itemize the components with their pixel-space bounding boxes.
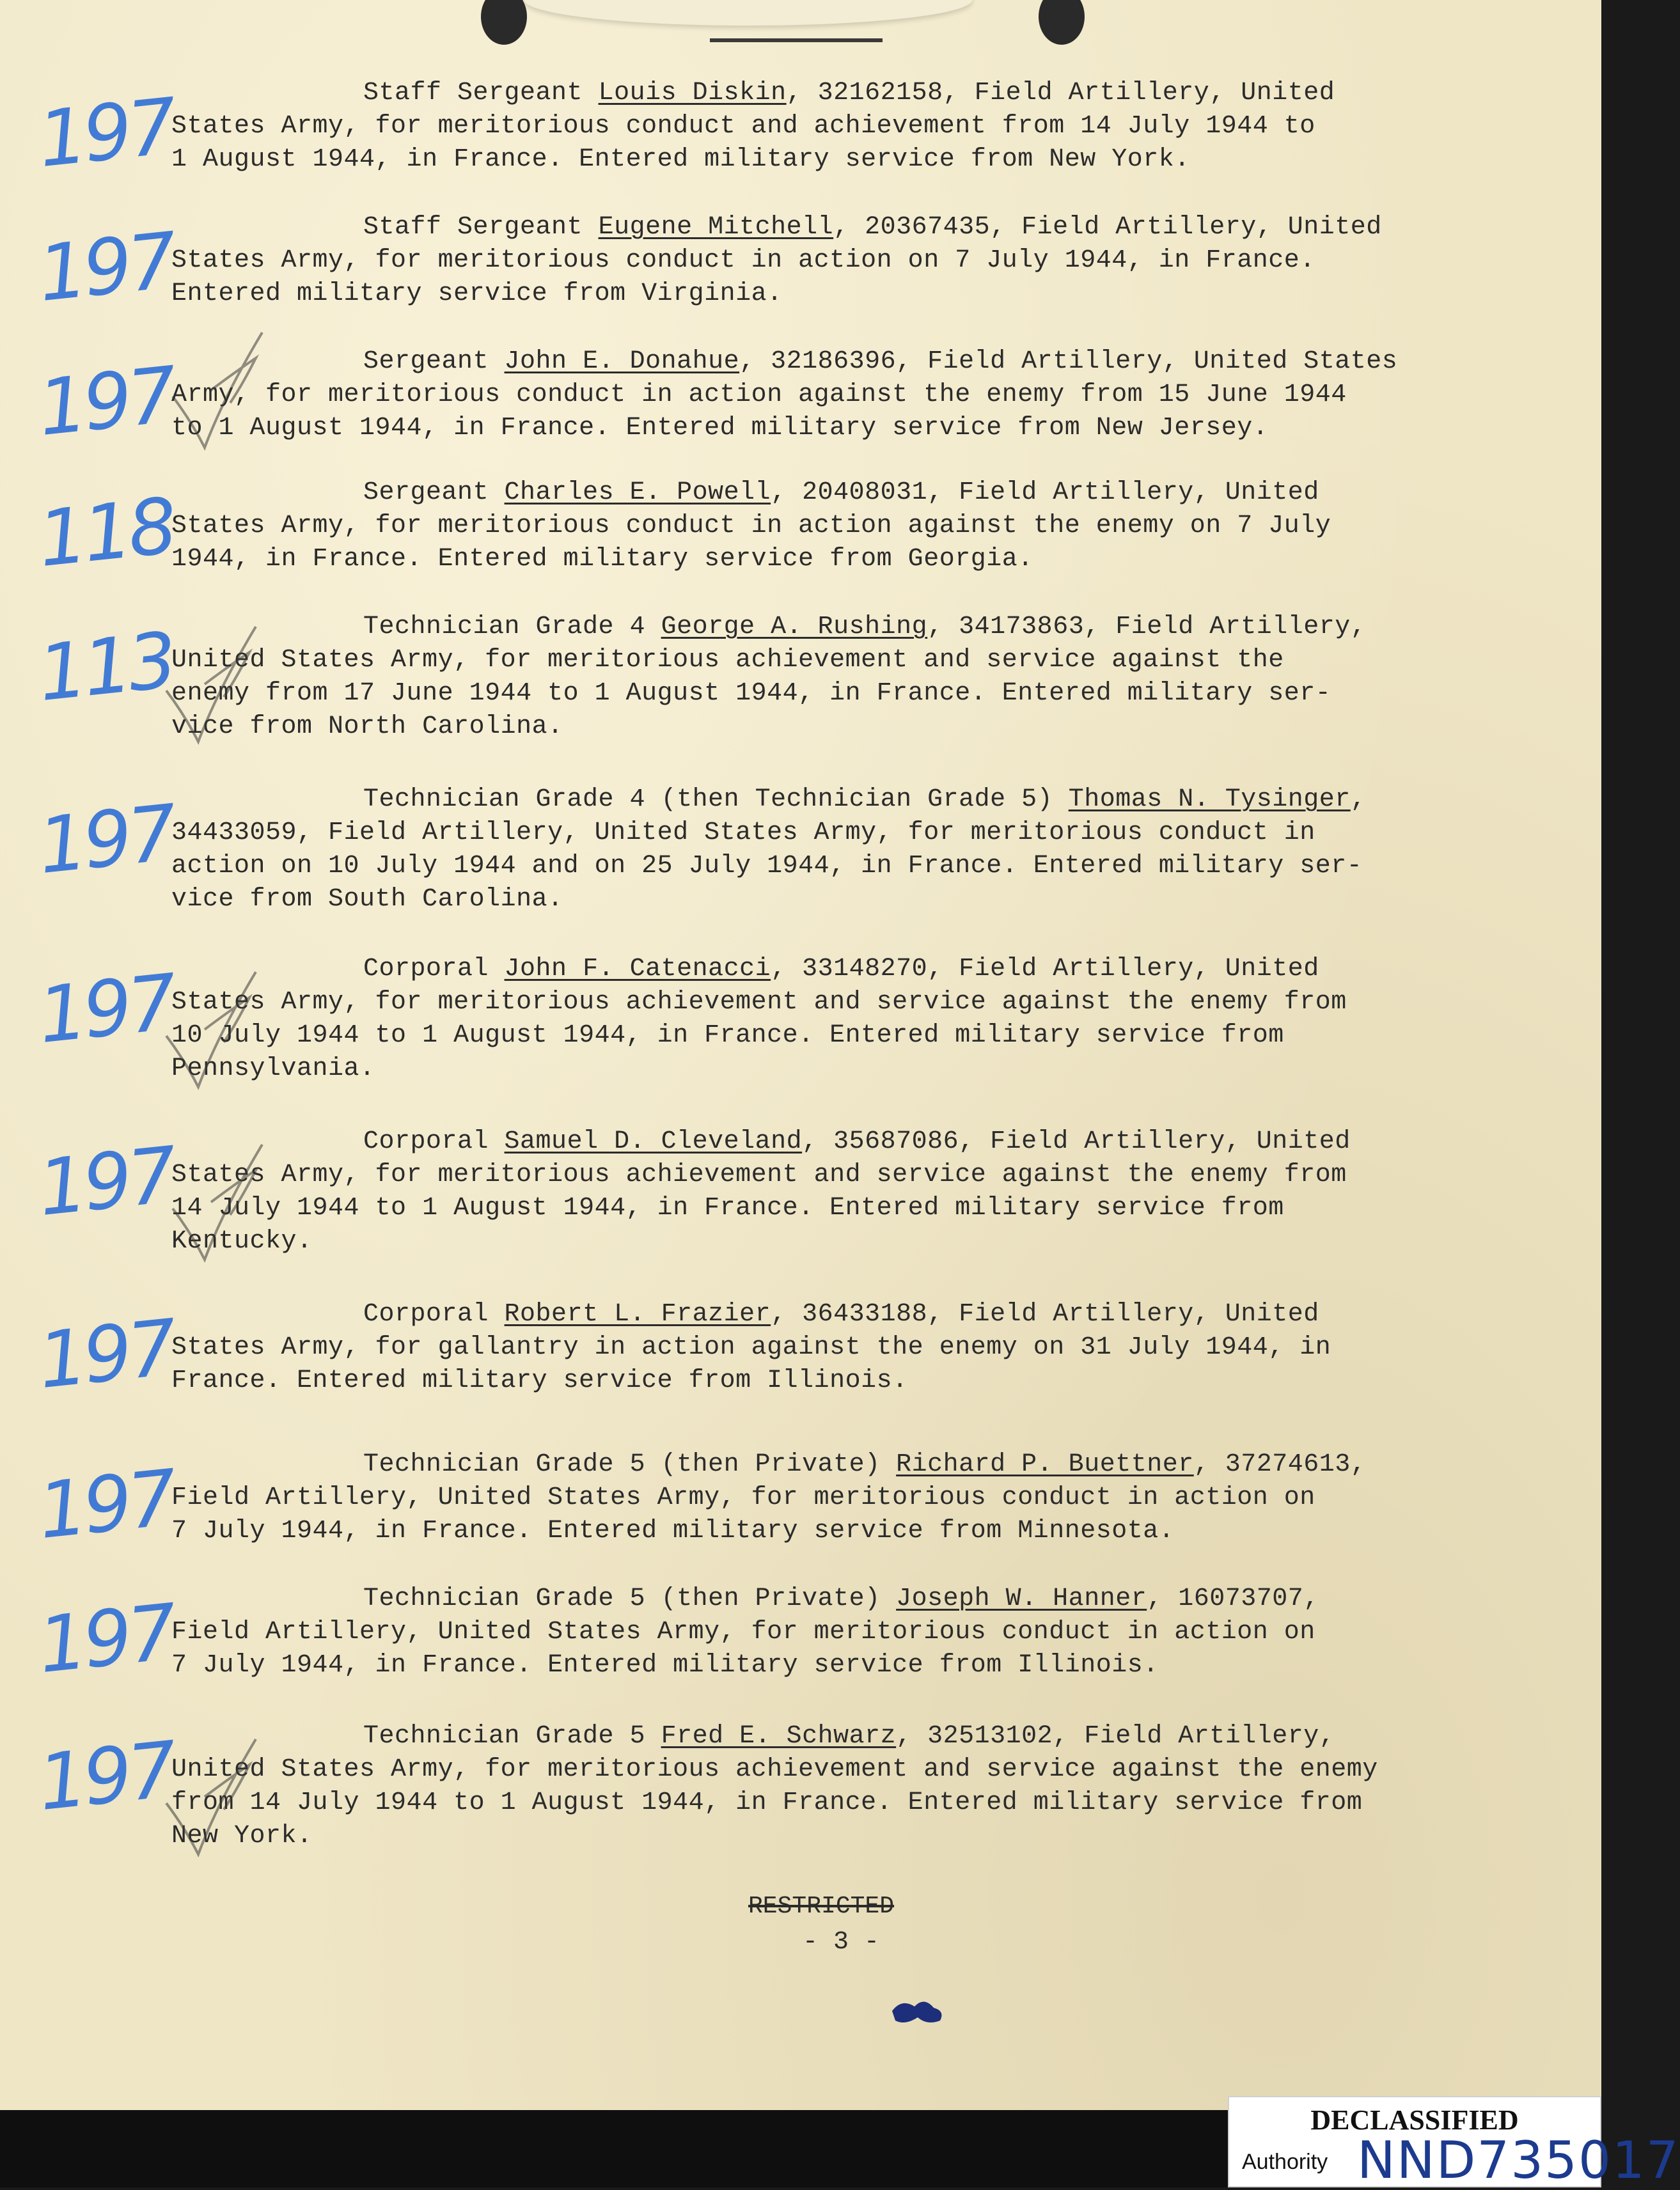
- entry-text-line: Kentucky.: [171, 1227, 313, 1256]
- entry-details: , 34173863, Field Artillery,: [927, 613, 1367, 641]
- entry-text-line: [171, 953, 1527, 986]
- entry-text-line: 1944, in France. Entered military service from Georgia.: [171, 545, 1033, 574]
- entry-text-line: States Army, for meritorious conduct and achievement from 14 July 1944 to: [171, 112, 1315, 141]
- entry-text-line: from 14 July 1944 to 1 August 1944, in France. Entered military service from: [171, 1788, 1363, 1817]
- entry-details: , 20408031, Field Artillery, United: [771, 478, 1319, 507]
- entry-text-line: 7 July 1944, in France. Entered military service from Minnesota.: [171, 1517, 1175, 1545]
- entry-text-line: States Army, for meritorious conduct in action on 7 July 1944, in France.: [171, 246, 1315, 275]
- entry-details: , 33148270, Field Artillery, United: [771, 955, 1319, 983]
- handwritten-margin-number: 197: [34, 82, 178, 185]
- award-entry: [171, 1448, 1527, 1548]
- handwritten-margin-number: 197: [34, 788, 178, 892]
- entry-text-line: France. Entered military service from Illinois.: [171, 1366, 908, 1395]
- entry-details: , 32162158, Field Artillery, United: [786, 79, 1335, 107]
- entry-details: , 16073707,: [1147, 1584, 1319, 1613]
- entry-text-line: [171, 345, 1527, 379]
- entry-rank: Corporal: [363, 1127, 505, 1156]
- entry-rank: Technician Grade 4 (then Technician Grade 5): [363, 785, 1069, 814]
- entry-details: , 20367435, Field Artillery, United: [833, 213, 1382, 242]
- soldier-name: Eugene Mitchell: [598, 213, 834, 242]
- handwritten-margin-number: 197: [34, 1303, 178, 1407]
- entry-text-line: Entered military service from Virginia.: [171, 279, 783, 308]
- handwritten-margin-number: 113: [34, 616, 178, 719]
- award-entry: [171, 345, 1527, 445]
- entry-text-line: States Army, for meritorious conduct in action against the enemy on 7 July: [171, 512, 1331, 540]
- soldier-name: John E. Donahue: [504, 347, 740, 376]
- award-entry: [171, 1125, 1527, 1258]
- entry-text-line: [171, 1720, 1527, 1753]
- entry-text-line: [171, 77, 1527, 110]
- entry-text-line: Pennsylvania.: [171, 1054, 375, 1083]
- handwritten-margin-number: 197: [34, 216, 178, 320]
- entry-rank: Corporal: [363, 955, 505, 983]
- entry-rank: Technician Grade 5 (then Private): [363, 1584, 897, 1613]
- punch-hole-left: [481, 0, 527, 45]
- handwritten-margin-number: 197: [34, 1130, 178, 1234]
- entry-rank: Sergeant: [363, 347, 505, 376]
- soldier-name: Louis Diskin: [598, 79, 787, 107]
- entry-rank: Corporal: [363, 1300, 505, 1329]
- entry-text-line: United States Army, for meritorious achievement and service against the: [171, 646, 1284, 675]
- entry-details: , 36433188, Field Artillery, United: [771, 1300, 1319, 1329]
- soldier-name: Richard P. Buettner: [896, 1450, 1194, 1479]
- soldier-name: Fred E. Schwarz: [661, 1722, 897, 1751]
- entry-text-line: [171, 1583, 1527, 1616]
- entry-text-line: Field Artillery, United States Army, for meritorious conduct in action on: [171, 1483, 1315, 1512]
- entry-rank: Staff Sergeant: [363, 79, 599, 107]
- entry-details: , 35687086, Field Artillery, United: [802, 1127, 1351, 1156]
- award-entry: [171, 77, 1527, 176]
- footer-classification: RESTRICTED: [748, 1893, 895, 1920]
- entry-details: , 37274613,: [1193, 1450, 1367, 1479]
- entry-text-line: United States Army, for meritorious achievement and service against the enemy: [171, 1755, 1378, 1784]
- award-entry: [171, 1720, 1527, 1853]
- entry-text-line: vice from North Carolina.: [171, 712, 563, 741]
- handwritten-margin-number: 197: [34, 958, 178, 1061]
- entry-text-line: States Army, for gallantry in action against the enemy on 31 July 1944, in: [171, 1333, 1331, 1362]
- soldier-name: Joseph W. Hanner: [896, 1584, 1147, 1613]
- entry-text-line: 1 August 1944, in France. Entered military service from New York.: [171, 145, 1190, 174]
- soldier-name: Thomas N. Tysinger: [1068, 785, 1351, 814]
- entry-details: , 32513102, Field Artillery,: [896, 1722, 1335, 1751]
- entry-text-line: 10 July 1944 to 1 August 1944, in France. Entered military service from: [171, 1021, 1284, 1050]
- handwritten-margin-number: 197: [34, 1453, 178, 1557]
- soldier-name: Charles E. Powell: [504, 478, 771, 507]
- soldier-name: George A. Rushing: [661, 613, 928, 641]
- award-entry: [171, 1583, 1527, 1682]
- handwritten-margin-number: 197: [34, 350, 178, 454]
- entry-text-line: New York.: [171, 1822, 313, 1850]
- soldier-name: John F. Catenacci: [504, 955, 771, 983]
- soldier-name: Robert L. Frazier: [504, 1300, 771, 1329]
- handwritten-margin-number: 197: [34, 1725, 178, 1829]
- entry-text-line: [171, 611, 1527, 644]
- authority-label: Authority: [1242, 2150, 1328, 2174]
- entry-rank: Staff Sergeant: [363, 213, 599, 242]
- entry-text-line: Army, for meritorious conduct in action against the enemy from 15 June 1944: [171, 380, 1347, 409]
- entry-text-line: [171, 211, 1527, 244]
- award-entry: [171, 953, 1527, 1086]
- award-entry: [171, 1298, 1527, 1398]
- entry-text-line: vice from South Carolina.: [171, 885, 563, 914]
- ink-mark: [889, 1995, 946, 2027]
- entry-details: ,: [1350, 785, 1367, 814]
- entry-text-line: States Army, for meritorious achievement and service against the enemy from: [171, 1161, 1347, 1189]
- entry-text-line: Field Artillery, United States Army, for meritorious conduct in action on: [171, 1618, 1315, 1646]
- entry-rank: Technician Grade 5: [363, 1722, 661, 1751]
- entry-details: , 32186396, Field Artillery, United States: [739, 347, 1398, 376]
- punch-hole-right: [1039, 0, 1085, 45]
- entry-text-line: [171, 476, 1527, 510]
- entry-text-line: to 1 August 1944, in France. Entered military service from New Jersey.: [171, 414, 1269, 442]
- page-number: - 3 -: [803, 1928, 880, 1957]
- handwritten-margin-number: 197: [34, 1588, 178, 1691]
- award-entry: [171, 611, 1527, 744]
- entry-rank: Technician Grade 5 (then Private): [363, 1450, 897, 1479]
- entry-text-line: States Army, for meritorious achievement and service against the enemy from: [171, 988, 1347, 1017]
- entry-text-line: [171, 783, 1527, 817]
- award-entry: [171, 211, 1527, 311]
- entry-text-line: 14 July 1944 to 1 August 1944, in France. Entered military service from: [171, 1194, 1284, 1223]
- declassified-title: DECLASSIFIED: [1310, 2104, 1519, 2136]
- award-entry: [171, 783, 1527, 916]
- entry-text-line: action on 10 July 1944 and on 25 July 1944, in France. Entered military ser-: [171, 852, 1363, 880]
- award-entry: [171, 476, 1527, 576]
- soldier-name: Samuel D. Cleveland: [504, 1127, 803, 1156]
- entry-text-line: 7 July 1944, in France. Entered military service from Illinois.: [171, 1651, 1159, 1680]
- entry-rank: Sergeant: [363, 478, 505, 507]
- entry-text-line: [171, 1125, 1527, 1159]
- entry-text-line: 34433059, Field Artillery, United States Army, for meritorious conduct in: [171, 818, 1315, 847]
- entry-rank: Technician Grade 4: [363, 613, 661, 641]
- entry-text-line: [171, 1448, 1527, 1482]
- top-classification-marking: [710, 19, 883, 42]
- authority-code: NND735017: [1357, 2131, 1680, 2190]
- handwritten-margin-number: 118: [34, 481, 178, 585]
- entry-text-line: enemy from 17 June 1944 to 1 August 1944, in France. Entered military ser-: [171, 679, 1331, 708]
- declassified-stamp: [1228, 2096, 1680, 2190]
- entry-text-line: [171, 1298, 1527, 1331]
